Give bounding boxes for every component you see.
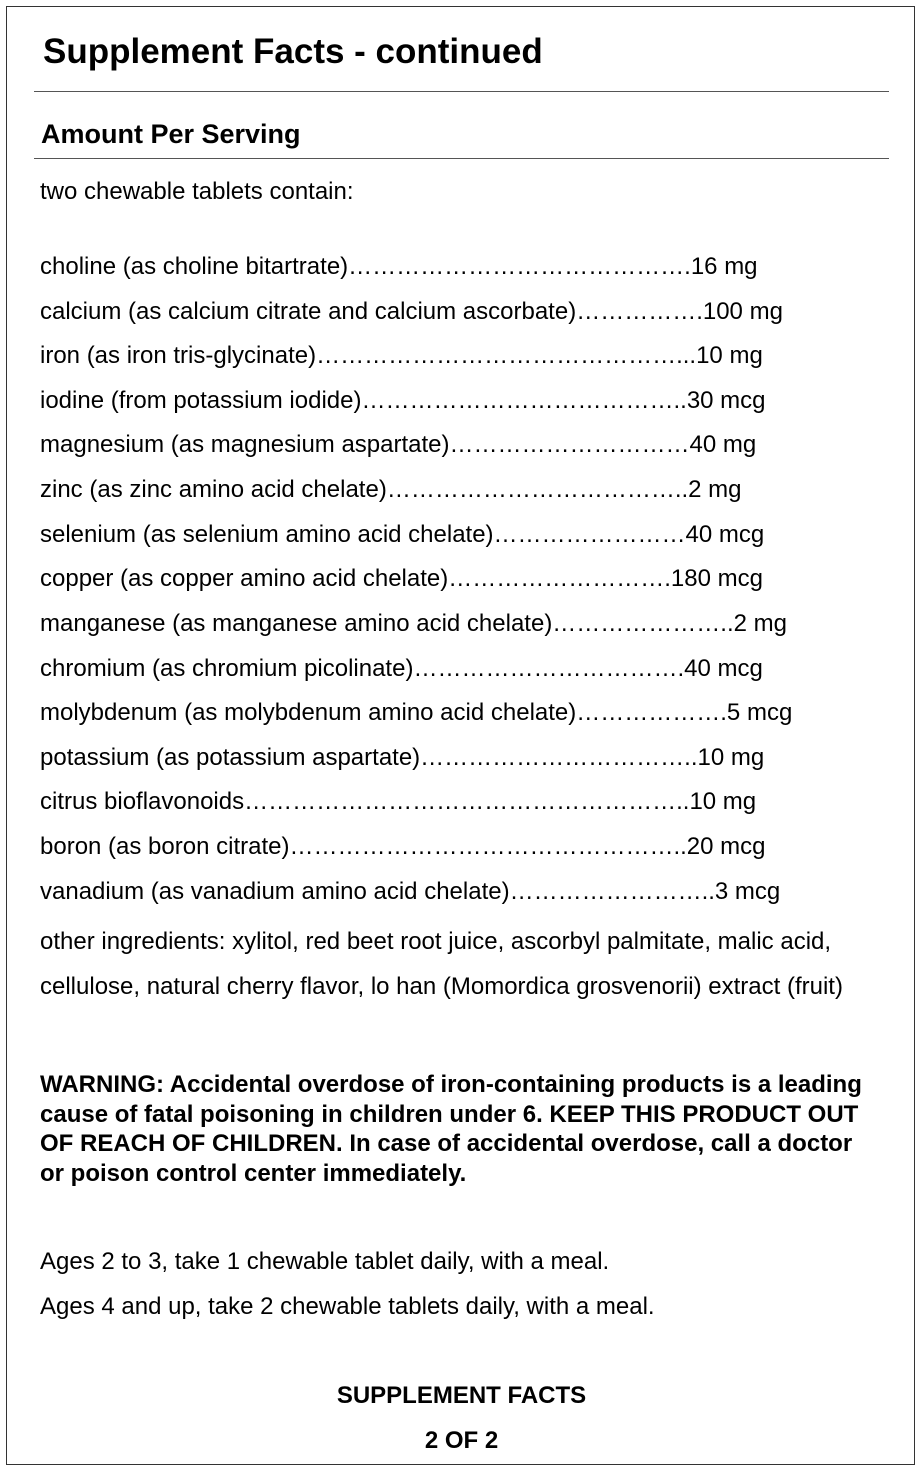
section-heading: Amount Per Serving: [41, 119, 301, 149]
title-divider: [34, 91, 889, 92]
warning-text: WARNING: Accidental overdose of iron-containing products is a leading cause of fatal poisoning in children under 6. KEEP THIS PRODUCT OUT OF REACH OF CHILDREN. In case of accidental overdose, call a doctor or poison control center immediately.: [40, 1071, 862, 1187]
nutrient-row: potassium (as potassium aspartate)……………………………..10 mg: [40, 744, 765, 771]
nutrient-row: selenium (as selenium amino acid chelate)……………………40 mcg: [40, 521, 765, 548]
nutrient-row: choline (as choline bitartrate)…………………………………….16 mg: [40, 253, 758, 280]
nutrient-row: citrus bioflavonoids………………………………………………..10 mg: [40, 788, 757, 815]
page-title: Supplement Facts - continued: [43, 32, 543, 71]
page-indicator: 2 OF 2: [424, 1427, 499, 1454]
nutrient-row: magnesium (as magnesium aspartate)…………………………40 mg: [40, 431, 757, 458]
label-frame: [6, 6, 915, 1465]
other-ingredients: other ingredients: xylitol, red beet root juice, ascorbyl palmitate, malic acid, cellulose, natural cherry flavor, lo han (Momordica grosvenorii) extract (fruit): [40, 928, 843, 1000]
direction-line: Ages 4 and up, take 2 chewable tablets daily, with a meal.: [40, 1293, 655, 1320]
nutrient-row: zinc (as zinc amino acid chelate)………………………………..2 mg: [40, 476, 742, 503]
nutrient-row: vanadium (as vanadium amino acid chelate)……………………..3 mcg: [40, 878, 781, 905]
nutrient-row: copper (as copper amino acid chelate)……………………….180 mcg: [40, 565, 763, 592]
nutrient-row: manganese (as manganese amino acid chelate)…………………..2 mg: [40, 610, 787, 637]
footer-label: SUPPLEMENT FACTS: [336, 1382, 587, 1409]
nutrient-row: chromium (as chromium picolinate)…………………………….40 mcg: [40, 655, 763, 682]
direction-line: Ages 2 to 3, take 1 chewable tablet daily, with a meal.: [40, 1248, 610, 1275]
serving-intro: two chewable tablets contain:: [40, 178, 354, 205]
nutrient-row: iron (as iron tris-glycinate)………………………………………...10 mg: [40, 342, 763, 369]
heading-divider: [34, 158, 889, 159]
nutrient-row: iodine (from potassium iodide)…………………………………..30 mcg: [40, 387, 766, 414]
nutrient-row: calcium (as calcium citrate and calcium ascorbate)…………….100 mg: [40, 298, 783, 325]
nutrient-row: molybdenum (as molybdenum amino acid chelate)……………….5 mcg: [40, 699, 793, 726]
nutrient-row: boron (as boron citrate)…………………………………………..20 mcg: [40, 833, 766, 860]
